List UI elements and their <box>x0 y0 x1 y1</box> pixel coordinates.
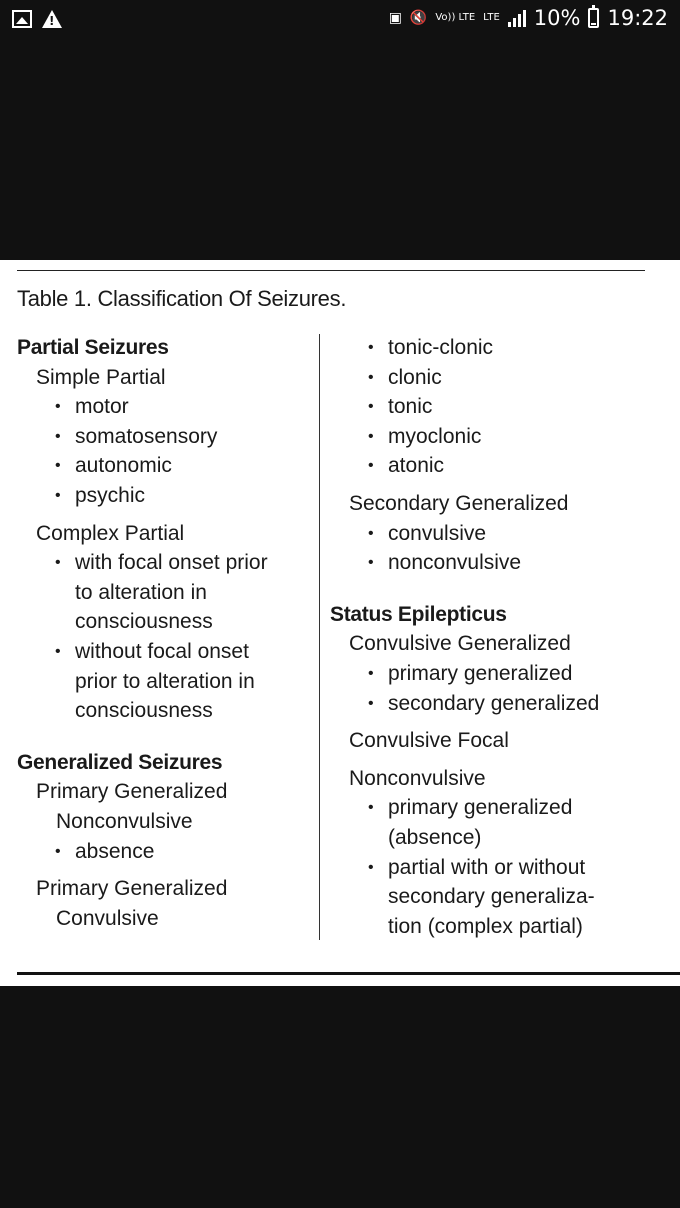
list-item: • primary generalized <box>330 793 675 823</box>
simple-partial-label: Simple Partial <box>36 365 166 389</box>
top-rule <box>17 270 645 271</box>
document-image[interactable] <box>0 260 680 986</box>
status-bar <box>0 0 680 42</box>
complex-partial-label: Complex Partial <box>36 521 185 545</box>
list-item: • tonic-clonic <box>330 333 675 363</box>
warning-icon <box>42 10 62 28</box>
list-item: • autonomic <box>17 451 312 481</box>
battery-icon <box>588 8 599 28</box>
list-item: • with focal onset prior <box>17 548 312 578</box>
list-item: • without focal onset <box>17 637 312 667</box>
list-item-continuation: prior to alteration in <box>75 669 255 693</box>
convulsive-label: Convulsive <box>56 906 159 930</box>
status-right <box>389 6 668 30</box>
partial-seizures-heading: Partial Seizures <box>17 336 169 359</box>
battery-percent: 10% <box>533 6 581 30</box>
right-column <box>330 333 675 941</box>
sim-icon: ▣ <box>388 10 402 26</box>
list-item-continuation: to alteration in <box>75 580 207 604</box>
list-item: • myoclonic <box>330 422 675 452</box>
list-item-continuation: consciousness <box>75 699 213 723</box>
list-item: • secondary generalized <box>330 689 675 719</box>
nonconvulsive-label: Nonconvulsive <box>56 809 193 833</box>
list-item: • nonconvulsive <box>330 548 675 578</box>
list-item-continuation: consciousness <box>75 610 213 634</box>
list-item: • somatosensory <box>17 422 312 452</box>
lte-icon: LTE <box>483 12 500 23</box>
list-item: • absence <box>17 837 312 867</box>
list-item: • partial with or without <box>330 853 675 883</box>
nonconvulsive-label: Nonconvulsive <box>349 766 486 790</box>
primary-generalized-label: Primary Generalized <box>36 780 228 804</box>
image-icon <box>12 10 32 28</box>
list-item-continuation: (absence) <box>388 825 482 849</box>
bottom-rule <box>17 972 680 975</box>
mute-icon: 🔇 <box>409 10 428 26</box>
convulsive-generalized-label: Convulsive Generalized <box>349 632 571 656</box>
generalized-seizures-heading: Generalized Seizures <box>17 750 223 774</box>
column-divider <box>319 334 320 940</box>
list-item: • motor <box>17 392 312 422</box>
list-item-continuation: tion (complex partial) <box>388 914 583 938</box>
list-item: • psychic <box>17 481 312 511</box>
table-title: Table 1. Classification Of Seizures. <box>17 286 347 311</box>
convulsive-focal-label: Convulsive Focal <box>349 729 509 753</box>
list-item: • tonic <box>330 392 675 422</box>
primary-generalized-label: Primary Generalized <box>36 877 228 901</box>
status-epilepticus-heading: Status Epilepticus <box>330 602 507 626</box>
list-item: • clonic <box>330 363 675 393</box>
secondary-generalized-label: Secondary Generalized <box>349 491 569 515</box>
list-item: • primary generalized <box>330 659 675 689</box>
list-item: • convulsive <box>330 519 675 549</box>
status-left <box>12 10 62 28</box>
list-item-continuation: secondary generaliza- <box>388 885 595 909</box>
signal-icon <box>508 9 526 27</box>
volte-icon: Vo)) LTE <box>435 12 476 23</box>
list-item: • atonic <box>330 451 675 481</box>
clock: 19:22 <box>607 6 668 30</box>
left-column <box>17 333 312 933</box>
